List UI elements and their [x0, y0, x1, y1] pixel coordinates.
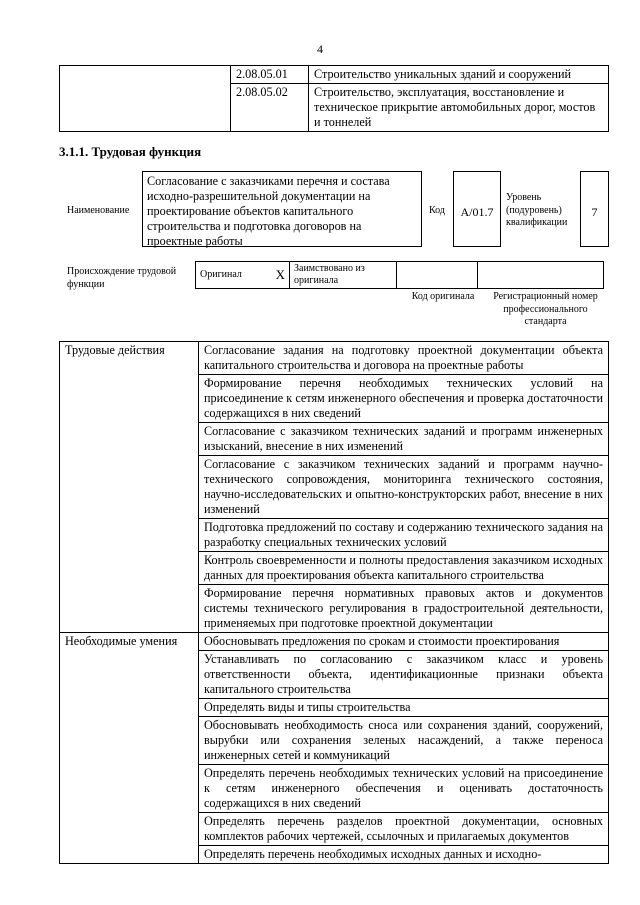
required-skills-item: Обосновывать предложения по срокам и стоимости проектирования: [199, 633, 609, 651]
labor-actions-item: Согласование с заказчиком технических заданий и программ научно-технического сопровождения, мониторинга технического состояния, научно-исследовательских и опытно-конструкторских работ, внесение в них изменений: [199, 456, 609, 519]
original-mark: X: [275, 267, 285, 282]
original-label: Оригинал: [200, 269, 242, 280]
origin-table: [195, 261, 604, 289]
code-original-cell: [397, 262, 478, 289]
origin-label: Происхождение трудовой функции: [67, 266, 177, 290]
function-code: A/01.7: [453, 171, 501, 247]
required-skills-item: Определять перечень разделов проектной документации, основных комплектов рабочих чертежей, ссылочных и прилагаемых документов: [199, 813, 609, 846]
level-label: Уровень (подуровень) квалификации: [506, 192, 568, 228]
required-skills-item: Определять перечень необходимых исходных данных и исходно-: [199, 846, 609, 864]
section-title: 3.1.1. Трудовая функция: [59, 144, 202, 159]
required-skills-label: Необходимые умения: [60, 633, 199, 864]
table-row: [60, 633, 609, 651]
empty-cell: [60, 66, 231, 132]
table-row: [196, 262, 604, 289]
specialty-name: Строительство, эксплуатация, восстановление и техническое прикрытие автомобильных дорог, мостов и тоннелей: [309, 84, 609, 132]
duties-table: [59, 341, 609, 864]
required-skills-item: Обосновывать необходимость сноса или сохранения зданий, сооружений, вырубки или сохранения зеленых насаждений, а также переноса инженерных сетей и коммуникаций: [199, 717, 609, 765]
page-number: 4: [317, 42, 323, 56]
labor-actions-item: Согласование задания на подготовку проектной документации объекта капитального строительства и договора на проектные работы: [199, 342, 609, 375]
qualification-level: 7: [580, 171, 609, 247]
labor-actions-item: Формирование перечня нормативных правовых актов и документов системы технического регулирования в градостроительной деятельности, применяемых при подготовке проектной документации: [199, 585, 609, 633]
specialty-code: 2.08.05.01: [231, 66, 309, 84]
code-original-label: Код оригинала: [411, 291, 475, 302]
code-label: Код: [429, 205, 445, 216]
labor-actions-label: Трудовые действия: [60, 342, 199, 633]
name-label: Наименование: [67, 205, 130, 216]
required-skills-item: Определять перечень необходимых технических условий на присоединение к сетям инженерного обеспечения и оценивать достаточность содержащихся в них сведений: [199, 765, 609, 813]
required-skills-item: Определять виды и типы строительства: [199, 699, 609, 717]
original-cell: [196, 262, 290, 289]
labor-actions-item: Контроль своевременности и полноты предоставления заказчиком исходных данных для проектирования объекта капитального строительства: [199, 552, 609, 585]
specialty-name: Строительство уникальных зданий и сооружений: [309, 66, 609, 84]
table-row: [60, 342, 609, 375]
labor-actions-item: Согласование с заказчиком технических заданий и программ инженерных изысканий, внесение в них изменений: [199, 423, 609, 456]
table-row: [60, 66, 609, 84]
borrowed-cell: Заимствовано из оригинала: [290, 262, 397, 289]
labor-actions-item: Формирование перечня необходимых технических условий на присоединение к сетям инженерного обеспечения и проверка достаточности содержащихся в них сведений: [199, 375, 609, 423]
function-name: Согласование с заказчиками перечня и состава исходно-разрешительной документации на проектирование объектов капитального строительства и подготовка договоров на проектные работы: [142, 171, 422, 247]
specialty-code: 2.08.05.02: [231, 84, 309, 132]
specialties-table: [59, 65, 609, 132]
reg-number-label: Регистрационный номер профессионального стандарта: [493, 291, 598, 327]
reg-number-cell: [478, 262, 604, 289]
required-skills-item: Устанавливать по согласованию с заказчиком класс и уровень ответственности объекта, идентификационные признаки объекта капитального строительства: [199, 651, 609, 699]
labor-actions-item: Подготовка предложений по составу и содержанию технического задания на разработку специальных технических условий: [199, 519, 609, 552]
